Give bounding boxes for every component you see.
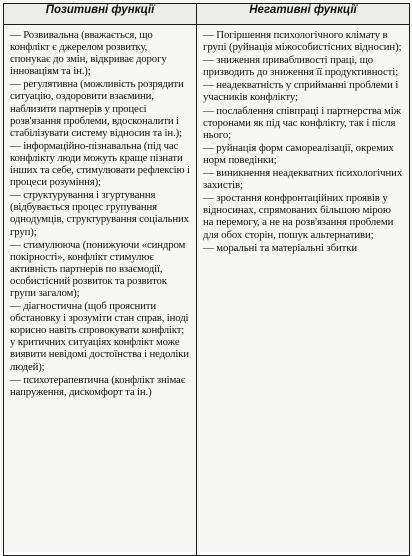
list-item: — стимулююча (понижуючи «синдром покірності», конфлікт стимулює активність партнерів по взаємодії, особистісний розвиток та розвиток групи загалом); [10, 238, 186, 299]
list-item: — послаблення співпраці і партнерства між сторонами як під час конфлікту, так і після нього; [203, 104, 402, 141]
header-negative-functions: Негативні функції [197, 4, 410, 25]
list-item: — психотерапевтична (конфлікт знімає напруження, дискомфорт та ін.) [10, 373, 186, 398]
list-item: — зниження привабливості праці, що призводить до зниження її продуктивності; [203, 54, 399, 79]
list-item: — інформаційно-пізнавальна (під час конфлікту люди можуть краще пізнати інших та себе, стимулювати рефлексію і процеси розуміння); [10, 139, 190, 189]
list-item: — структурування і згуртування (відбувається процес групування однодумців, структурування соціальних груп); [10, 189, 189, 238]
list-item: — Розвивальна (вважається, що конфлікт є джерелом розвитку, спонукає до змін, відкриває дорогу інноваціям та ін.); [10, 29, 167, 78]
header-positive-functions: Позитивні функції [4, 4, 197, 25]
negative-functions-list [203, 29, 403, 254]
negative-functions-cell [197, 25, 410, 556]
list-item: — зростання конфронтаційних проявів у відносинах, спрямованих більшою мірою на перемогу, а не на розв'язання проблеми для обох сторін, пошук альтернативи; [203, 192, 394, 241]
functions-table [3, 3, 410, 556]
positive-functions-list [10, 29, 190, 398]
list-item: — неадекватність у сприйманні проблеми і учасників конфлікту; [203, 79, 399, 104]
table-header-row [4, 4, 410, 25]
list-item: — виникнення неадекватних психологічних захистів; [203, 167, 403, 192]
table-row [4, 25, 410, 556]
list-item: — діагностична (щоб прояснити обстановку і зрозуміти стан справ, іноді корисно навіть спровокувати конфлікт; у критичних ситуаціях конфлікт може виявити невідомі достоїнства і недоліки людей); [10, 300, 189, 373]
list-item: — регулятивна (можливість розрядити ситуацію, оздоровити взаємини, наблизити партнерів у процесі розв'язання проблеми, вдосконалити і стабілізувати систему відносин та ін.); [10, 78, 184, 139]
positive-functions-cell [4, 25, 197, 556]
list-item: — Погіршення психологічного клімату в групі (руйнація міжособистісних відносин); [203, 29, 402, 54]
list-item: — моральні та матеріальні збитки [203, 241, 358, 254]
list-item: — руйнація форм самореалізації, окремих норм поведінки; [203, 141, 394, 166]
